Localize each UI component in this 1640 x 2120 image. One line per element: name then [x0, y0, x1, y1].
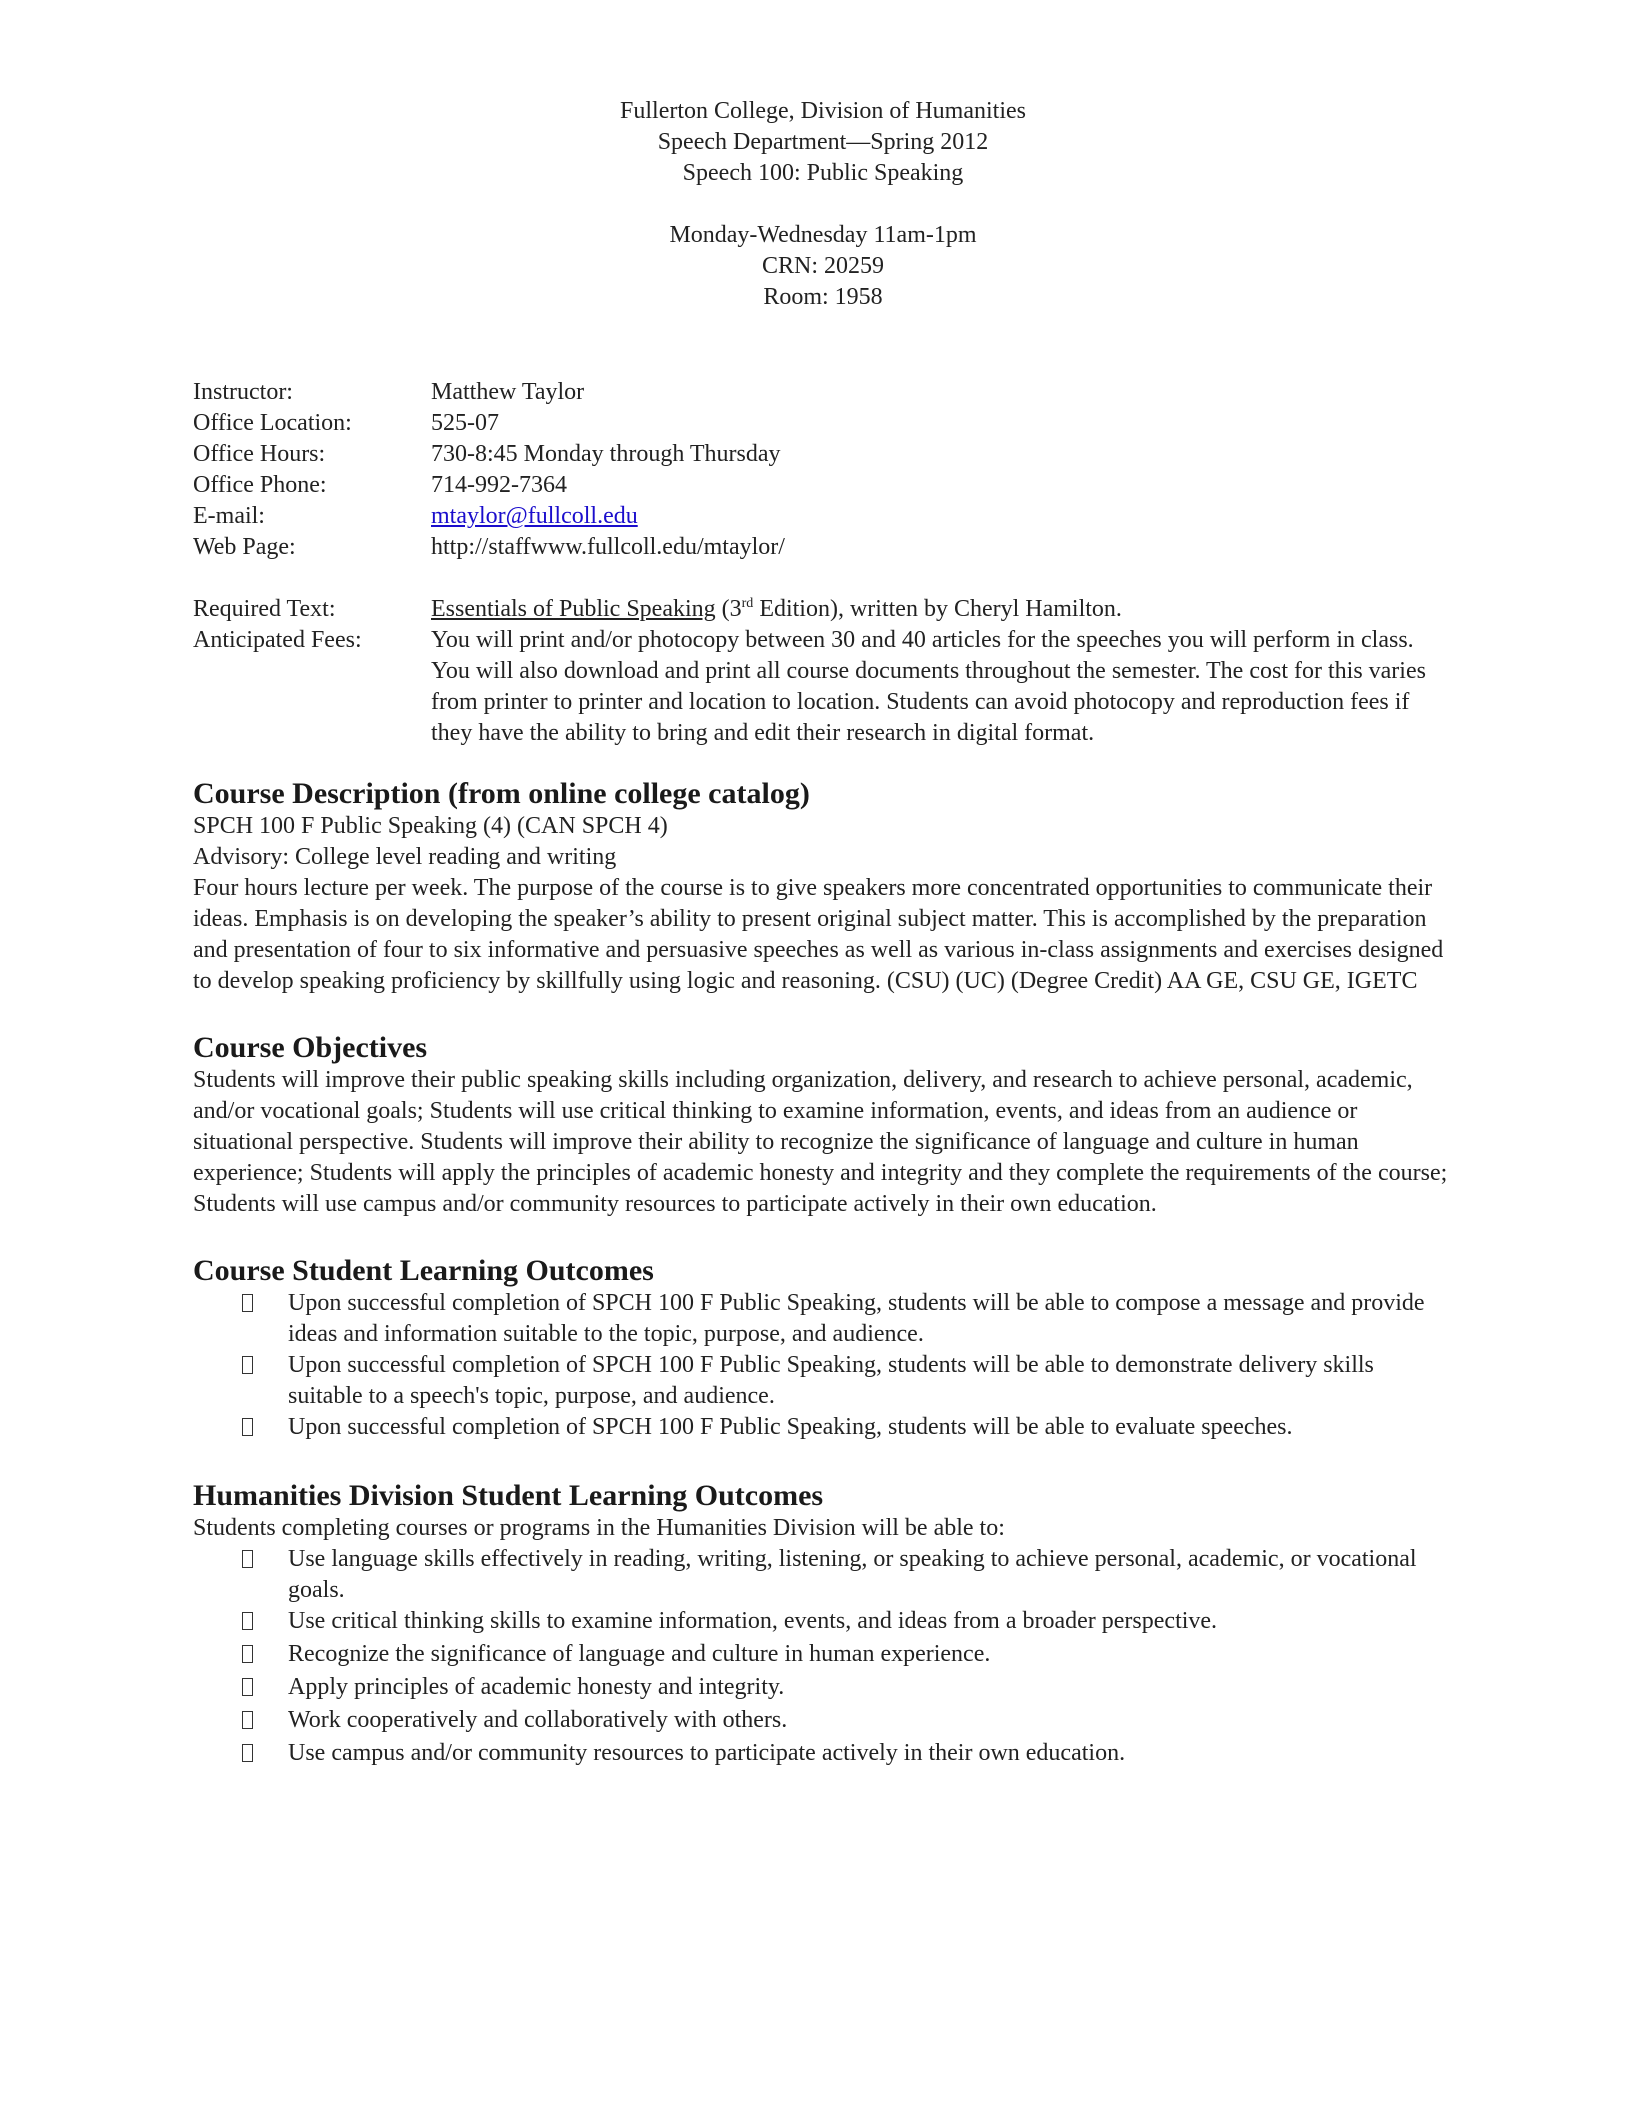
list-item-text: Work cooperatively and collaboratively with others.	[288, 1707, 788, 1733]
room: Room: 1958	[763, 284, 883, 310]
list-item-text: Apply principles of academic honesty and integrity.	[288, 1674, 785, 1700]
course-objectives-section	[193, 1031, 1453, 1220]
required-text-edition: (3	[715, 596, 742, 622]
required-text-author: Edition), written by Cheryl Hamilton.	[753, 596, 1122, 622]
list-item	[240, 1350, 1453, 1412]
list-item	[240, 1705, 1453, 1738]
office-phone-label: Office Phone:	[193, 472, 327, 498]
required-text-label: Required Text:	[193, 596, 336, 622]
list-item	[240, 1738, 1453, 1771]
crn: CRN: 20259	[761, 253, 884, 279]
list-item-text: Recognize the significance of language and culture in human experience.	[288, 1641, 991, 1667]
instructor-value: Matthew Taylor	[431, 379, 585, 405]
office-phone-value: 714-992-7364	[431, 472, 567, 498]
office-location-row	[193, 408, 1453, 439]
meeting-time: Monday-Wednesday 11am-1pm	[669, 222, 977, 248]
checkbox-icon	[240, 1288, 288, 1350]
office-hours-row	[193, 439, 1453, 470]
office-phone-row	[193, 470, 1453, 501]
instructor-label: Instructor:	[193, 379, 293, 405]
list-item-text: Upon successful completion of SPCH 100 F Public Speaking, students will be able to evaluate speeches.	[288, 1414, 1293, 1440]
course-title: Speech 100: Public Speaking	[682, 160, 964, 186]
course-slo-section	[193, 1254, 1453, 1445]
humanities-slo-intro: Students completing courses or programs in the Humanities Division will be able to:	[193, 1515, 1005, 1541]
course-code-line: SPCH 100 F Public Speaking (4) (CAN SPCH 4)	[193, 813, 668, 839]
list-item-text: Use language skills effectively in reading, writing, listening, or speaking to achieve personal, academic, or vocational goals.	[288, 1546, 1417, 1603]
instructor-row	[193, 377, 1453, 408]
webpage-value: http://staffwww.fullcoll.edu/mtaylor/	[431, 534, 785, 560]
checkbox-icon	[240, 1639, 288, 1672]
fees-row	[193, 625, 1453, 749]
department-term: Speech Department—Spring 2012	[657, 129, 989, 155]
office-location-label: Office Location:	[193, 410, 352, 436]
fees-label: Anticipated Fees:	[193, 627, 362, 653]
college-division: Fullerton College, Division of Humanities	[620, 98, 1026, 124]
humanities-slo-section	[193, 1479, 1453, 1771]
list-item	[240, 1606, 1453, 1639]
checkbox-icon	[240, 1350, 288, 1412]
list-item	[240, 1288, 1453, 1350]
humanities-slo-heading: Humanities Division Student Learning Outcomes	[193, 1479, 824, 1512]
email-row	[193, 501, 1453, 532]
list-item	[240, 1544, 1453, 1606]
list-item-text: Upon successful completion of SPCH 100 F Public Speaking, students will be able to demonstrate delivery skills suitable to a speech's topic, purpose, and audience.	[288, 1352, 1374, 1409]
checkbox-icon	[240, 1705, 288, 1738]
webpage-row	[193, 532, 1453, 563]
required-text-edition-sup: rd	[741, 596, 754, 611]
office-hours-value: 730-8:45 Monday through Thursday	[431, 441, 781, 467]
email-label: E-mail:	[193, 503, 265, 529]
list-item	[240, 1412, 1453, 1445]
office-location-value: 525-07	[431, 410, 499, 436]
webpage-label: Web Page:	[193, 534, 296, 560]
list-item-text: Use critical thinking skills to examine information, events, and ideas from a broader perspective.	[288, 1608, 1218, 1634]
required-text-row	[193, 594, 1453, 625]
checkbox-icon	[240, 1606, 288, 1639]
office-hours-label: Office Hours:	[193, 441, 326, 467]
document-header	[193, 96, 1453, 313]
humanities-slo-list	[193, 1544, 1453, 1771]
course-description-section	[193, 777, 1453, 997]
course-slo-heading: Course Student Learning Outcomes	[193, 1254, 654, 1287]
checkbox-icon	[240, 1544, 288, 1606]
required-text-title: Essentials of Public Speaking	[431, 596, 716, 622]
list-item-text: Use campus and/or community resources to participate actively in their own education.	[288, 1740, 1126, 1766]
course-slo-list	[193, 1288, 1453, 1445]
checkbox-icon	[240, 1672, 288, 1705]
email-link[interactable]: mtaylor@fullcoll.edu	[431, 503, 638, 529]
course-description-heading: Course Description (from online college catalog)	[193, 777, 810, 810]
course-description-body: Four hours lecture per week. The purpose of the course is to give speakers more concentrated opportunities to communicate their ideas. Emphasis is on developing the speaker’s ability to present original subject matter. This is accomplished by the preparation and presentation of four to six informative and persuasive speeches as well as various in-class assignments and exercises designed to develop speaking proficiency by skillfully using logic and reasoning. (CSU) (UC) (Degree Credit) AA GE, CSU GE, IGETC	[193, 875, 1444, 994]
course-objectives-heading: Course Objectives	[193, 1031, 428, 1064]
list-item	[240, 1672, 1453, 1705]
checkbox-icon	[240, 1738, 288, 1771]
instructor-info	[193, 377, 1453, 749]
checkbox-icon	[240, 1412, 288, 1445]
fees-value: You will print and/or photocopy between 30 and 40 articles for the speeches you will perform in class. You will also download and print all course documents throughout the semester. The cost for this varies from printer to printer and location to location. Students can avoid photocopy and reproduction fees if they have the ability to bring and edit their research in digital format.	[431, 627, 1426, 746]
list-item	[240, 1639, 1453, 1672]
advisory-line: Advisory: College level reading and writing	[193, 844, 617, 870]
list-item-text: Upon successful completion of SPCH 100 F Public Speaking, students will be able to compose a message and provide ideas and information suitable to the topic, purpose, and audience.	[288, 1290, 1425, 1347]
course-objectives-body: Students will improve their public speaking skills including organization, delivery, and research to achieve personal, academic, and/or vocational goals; Students will use critical thinking to examine information, events, and ideas from an audience or situational perspective. Students will improve their ability to recognize the significance of language and culture in human experience; Students will apply the principles of academic honesty and integrity and they complete the requirements of the course; Students will use campus and/or community resources to participate actively in their own education.	[193, 1067, 1448, 1217]
syllabus-page	[193, 96, 1453, 1771]
